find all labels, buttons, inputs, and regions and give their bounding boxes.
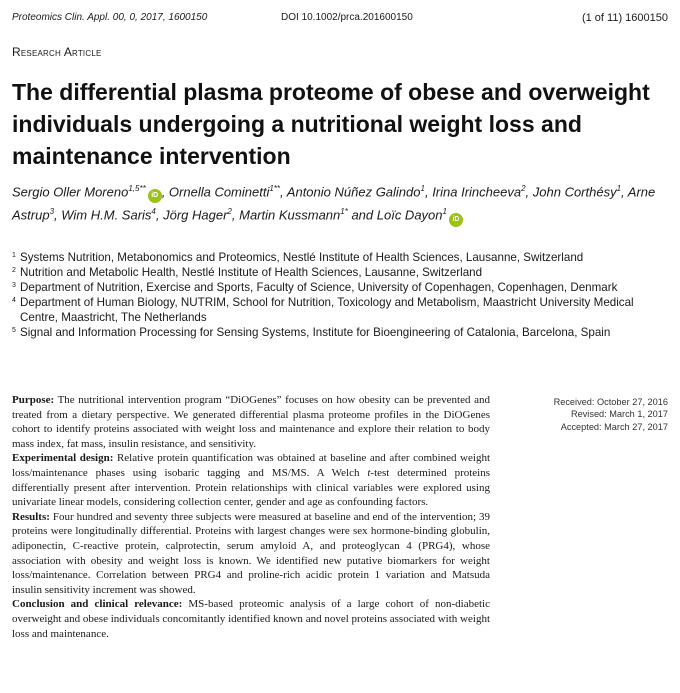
- author-name[interactable]: Sergio Oller Moreno: [12, 184, 129, 200]
- abstract-purpose: [12, 393, 490, 451]
- conclusion-text: MS-based proteomic analysis of a large cohort of non-diabetic overweight and obese individuals concomitantly identified known and novel proteins associated with weight loss and maintenance.: [12, 598, 490, 640]
- author-affiliation-marker: 3: [49, 207, 55, 217]
- author-affiliation-marker: 2: [521, 184, 526, 193]
- affiliation-item: [12, 295, 667, 325]
- purpose-text: The nutritional intervention program “DiOGenes” focuses on how obesity can be prevented and treated from a dietary perspective. We generated differential plasma proteome profiles in the DiOGenes cohort to identify proteins associated with weight loss and maintenance and explore their relation to body mass index, fat mass, insulin resistance, and sensitivity.: [12, 394, 490, 450]
- affiliation-number: 4: [12, 297, 16, 304]
- journal-citation: Proteomics Clin. Appl. 00, 0, 2017, 1600150: [12, 12, 208, 23]
- doi-link[interactable]: DOI 10.1002/prca.201600150: [281, 12, 413, 23]
- article-type-label: Research Article: [12, 45, 102, 59]
- author-name[interactable]: Antonio Núñez Galindo: [286, 184, 421, 200]
- t-test-symbol: t: [367, 466, 371, 479]
- author-affiliation-marker: 1,5**: [128, 184, 146, 193]
- author-name[interactable]: Jörg Hager: [163, 207, 228, 223]
- abstract: [12, 393, 490, 641]
- author-separator: ,: [155, 207, 164, 223]
- author-affiliation-marker: 1**: [269, 184, 281, 193]
- results-text: Four hundred and seventy three subjects were measured at baseline and end of the intervention; 39 proteins were longitudinally differential. Proteins with largest changes were sex hormone-binding globulin, adiponectin, C-reactive protein, calprotectin, serum amyloid A, and proteoglycan 4 (PRG4), whose association with obesity and weight loss is known. We identified new putative biomarkers for weight loss/maintenance. Correlation between PRG4 and proline-rich acidic protein 1 variation and Matsuda insulin sensitivity increment was showed.: [12, 510, 491, 596]
- author-name[interactable]: Irina Irincheeva: [432, 184, 522, 200]
- abstract-design: [12, 451, 490, 509]
- author-name[interactable]: Loïc Dayon: [376, 207, 443, 223]
- accepted-date: Accepted: March 27, 2017: [560, 421, 668, 432]
- abstract-results: [12, 510, 490, 598]
- author-affiliation-marker: 1*: [340, 207, 348, 217]
- design-text-cont: -test determined proteins differentially present after intervention. Protein relationships with clinical variables were explored using univariate linear models, considering collection center, gender and age as confounding factors.: [12, 466, 491, 509]
- author-separator: ,: [161, 184, 169, 200]
- affiliation-number: 1: [12, 252, 16, 259]
- author-separator: ,: [54, 207, 62, 223]
- affiliation-number: 2: [12, 267, 16, 274]
- page-indicator: (1 of 11) 1600150: [581, 12, 668, 24]
- author-separator: ,: [231, 207, 240, 223]
- design-heading: Experimental design:: [12, 452, 114, 465]
- article-dates: [498, 396, 668, 433]
- purpose-heading: Purpose:: [12, 394, 55, 406]
- author-name[interactable]: Ornella Cominetti: [168, 184, 270, 200]
- revised-date: Revised: March 1, 2017: [570, 409, 668, 420]
- affiliation-item: [12, 250, 667, 265]
- author-separator: ,: [424, 184, 433, 200]
- abstract-conclusion: [12, 597, 490, 641]
- author-name[interactable]: Arne Astrup: [12, 184, 656, 223]
- affiliation-text: Department of Nutrition, Exercise and Sports, Faculty of Science, University of Copenhagen, Copenhagen, Denmark: [20, 281, 618, 294]
- received-date: Received: October 27, 2016: [553, 397, 668, 407]
- author-separator: ,: [621, 184, 628, 200]
- affiliation-item: [12, 265, 667, 280]
- author-list: [12, 180, 662, 227]
- affiliation-text: Systems Nutrition, Metabonomics and Proteomics, Nestlé Institute of Health Sciences, Lausanne, Switzerland: [20, 251, 584, 264]
- affiliation-text: Signal and Information Processing for Sensing Systems, Institute for Bioengineering of Catalonia, Barcelona, Spain: [20, 326, 611, 339]
- design-text: Relative protein quantification was obtained at baseline and after combined weight loss/maintenance phases using isobaric tagging and MS/MS. A Welch: [12, 452, 490, 479]
- results-heading: Results:: [12, 510, 50, 523]
- affiliation-number: 5: [12, 327, 16, 334]
- running-head: [12, 12, 668, 28]
- orcid-icon[interactable]: iD: [148, 189, 162, 203]
- author-name[interactable]: Wim H.M. Saris: [61, 207, 152, 223]
- conclusion-heading: Conclusion and clinical relevance:: [12, 598, 183, 611]
- author-affiliation-marker: 4: [151, 207, 156, 217]
- affiliation-text: Nutrition and Metabolic Health, Nestlé Institute of Health Sciences, Lausanne, Switzerland: [20, 266, 483, 279]
- author-affiliation-marker: 1: [616, 184, 622, 193]
- author-separator: ,: [525, 184, 533, 200]
- affiliation-number: 3: [12, 282, 16, 289]
- affiliation-list: [12, 250, 667, 340]
- author-separator: and: [347, 207, 377, 223]
- author-affiliation-marker: 1: [442, 207, 447, 217]
- author-affiliation-marker: 2: [227, 207, 232, 217]
- author-name[interactable]: John Corthésy: [532, 184, 617, 200]
- affiliation-item: [12, 280, 667, 295]
- orcid-icon[interactable]: iD: [449, 213, 463, 227]
- author-separator: ,: [280, 184, 287, 200]
- author-name[interactable]: Martin Kussmann: [239, 207, 341, 223]
- affiliation-item: [12, 325, 667, 340]
- affiliation-text: Department of Human Biology, NUTRIM, School for Nutrition, Toxicology and Metabolism, Maastricht University Medical Centre, Maastricht, The Netherlands: [20, 296, 634, 324]
- author-affiliation-marker: 1: [420, 184, 425, 193]
- article-title: The differential plasma proteome of obese and overweight individuals undergoing a nutritional weight loss and maintenance intervention: [12, 79, 650, 169]
